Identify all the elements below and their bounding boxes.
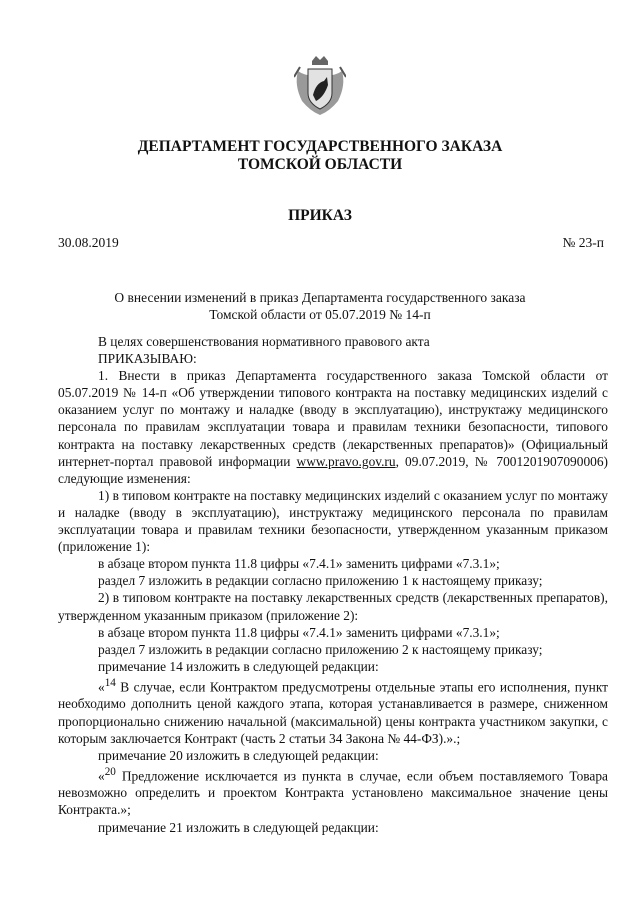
note-20-mark: 20 bbox=[104, 765, 116, 778]
coat-of-arms-icon bbox=[294, 55, 346, 117]
item-1-text-end: , 09.07.2019, № 7001201907090006) следующие изменения: bbox=[58, 453, 608, 486]
subitem-1-a: в абзаце втором пункта 11.8 цифры «7.4.1» заменить цифрами «7.3.1»; bbox=[98, 556, 500, 572]
subject-line2: Томской области от 05.07.2019 № 14-п bbox=[209, 307, 431, 322]
pravo-link[interactable]: www.pravo.gov.ru bbox=[296, 453, 396, 469]
note-21-intro: примечание 21 изложить в следующей редакции: bbox=[98, 819, 379, 835]
note-20-intro: примечание 20 изложить в следующей редакции: bbox=[98, 747, 379, 763]
note-14: «$^{14}$ В случае, если Контрактом предусмотрены отдельные этапы его исполнения, пункт необходимо дополнить ценой каждого этапа, которая устанавливается в размере, сниженном пропорционально снижению начальной (максимальной) цены контракта участником закупки, с которым заключается Контракт (часть 2 статьи 34 Закона № 44-ФЗ).».; bbox=[58, 676, 608, 746]
note-14-intro: примечание 14 изложить в следующей редакции: bbox=[98, 658, 379, 674]
order-word: ПРИКАЗЫВАЮ: bbox=[98, 351, 197, 367]
subitem-2-a: в абзаце втором пункта 11.8 цифры «7.4.1» заменить цифрами «7.3.1»; bbox=[98, 624, 500, 640]
subitem-2-b: раздел 7 изложить в редакции согласно приложению 2 к настоящему приказу; bbox=[98, 641, 543, 657]
document-type: ПРИКАЗ bbox=[288, 207, 352, 224]
note-14-text: В случае, если Контрактом предусмотрены отдельные этапы его исполнения, пункт необходимо дополнить ценой каждого этапа, которая устанавливается в размере, сниженном пропорционально снижению начальной (максимальной) цены контракта участником закупки, с которым заключается Контракт (часть 2 статьи 34 Закона № 44-ФЗ).».; bbox=[58, 679, 608, 746]
note-20-text: Предложение исключается из пункта в случае, если объем поставляемого Товара невозможно определить и проектом Контракта установлено максимальное значение цены Контракта.»; bbox=[58, 768, 608, 818]
note-14-mark: 14 bbox=[104, 676, 116, 689]
item-1-text: 1. Внести в приказ Департамента государственного заказа Томской области от 05.07.2019 № 14-п «Об утверждении типового контракта на поставку медицинских изделий с оказанием услуг по монтажу и наладке (вводу в эксплуатацию), инструктажу медицинского персонала по правилам эксплуатации товара и правилам техники безопасности, типового контракта на поставку лекарственных средств (лекарственных препаратов)» (Официальный интернет-портал правовой информации bbox=[58, 368, 608, 469]
preamble: В целях совершенствования нормативного правового акта bbox=[98, 334, 430, 349]
subject-line1: О внесении изменений в приказ Департамента государственного заказа bbox=[114, 290, 526, 305]
document-date: 30.08.2019 bbox=[58, 235, 119, 250]
department-name-line2: ТОМСКОЙ ОБЛАСТИ bbox=[237, 156, 403, 173]
document-number: № 23-п bbox=[562, 235, 604, 250]
item-1 bbox=[58, 367, 608, 487]
document-body bbox=[58, 333, 608, 836]
subitem-1: 1) в типовом контракте на поставку медицинских изделий с оказанием услуг по монтажу и наладке (вводу в эксплуатацию), инструктажу медицинского персонала по правилам эксплуатации товара и правилам техники безопасности, утвержденном указанным приказом (приложение 1): bbox=[58, 487, 608, 555]
department-name-line1: ДЕПАРТАМЕНТ ГОСУДАРСТВЕННОГО ЗАКАЗА bbox=[137, 138, 503, 155]
note-20: «$^{20}$ Предложение исключается из пункта в случае, если объем поставляемого Товара невозможно определить и проектом Контракта установлено максимальное значение цены Контракта.»; bbox=[58, 765, 608, 818]
subitem-1-b: раздел 7 изложить в редакции согласно приложению 1 к настоящему приказу; bbox=[98, 573, 543, 589]
subitem-2: 2) в типовом контракте на поставку лекарственных средств (лекарственных препаратов), утвержденном указанным приказом (приложение 2): bbox=[58, 590, 608, 623]
